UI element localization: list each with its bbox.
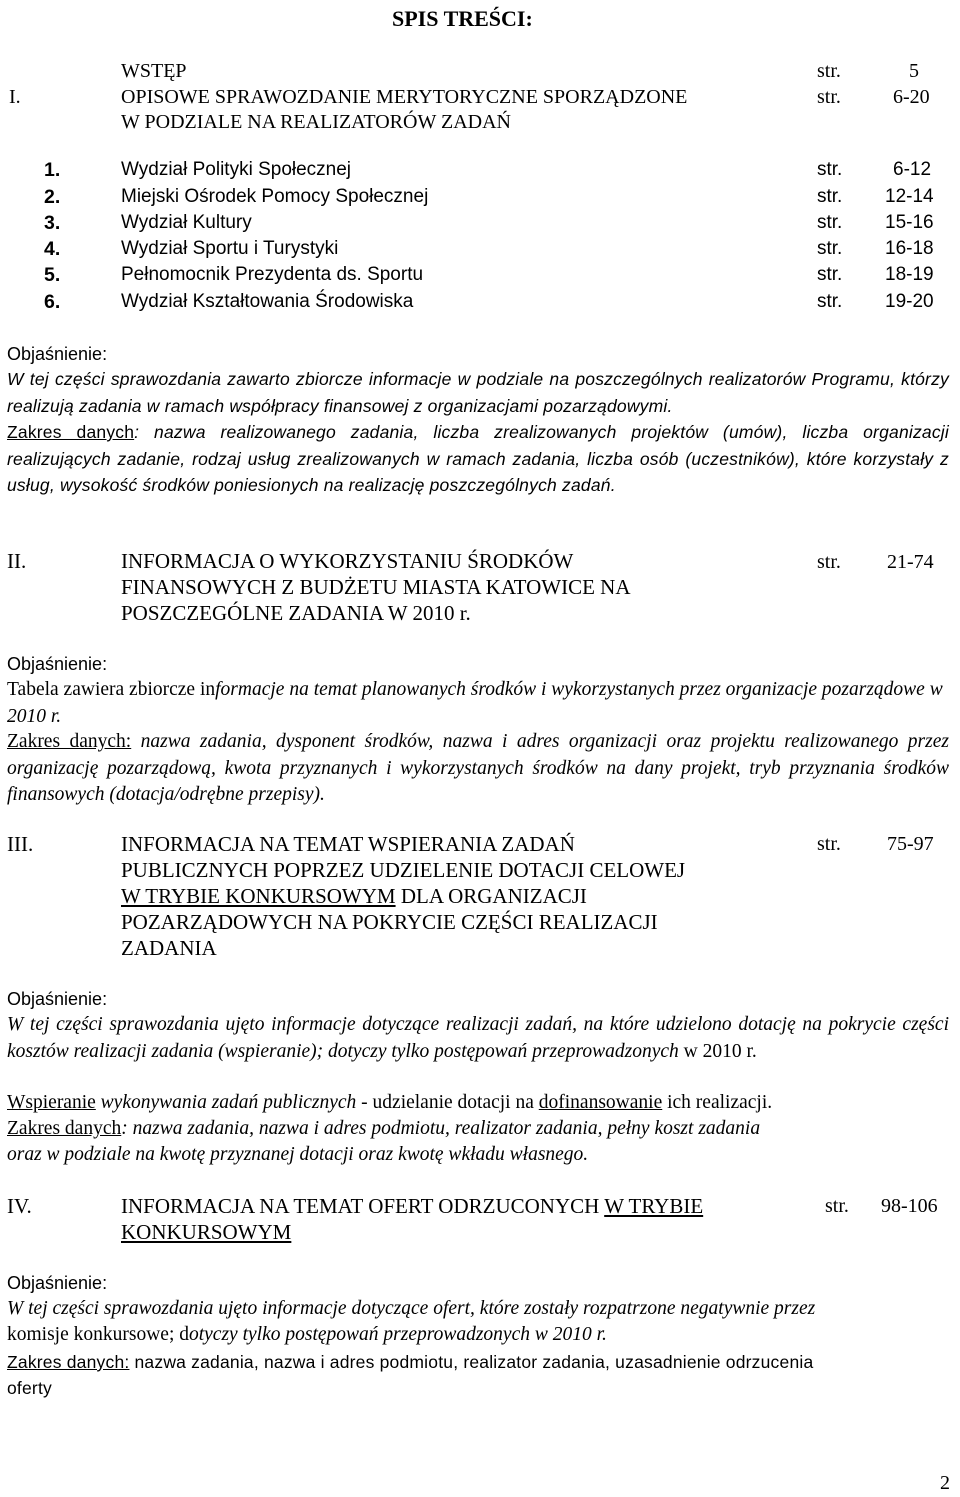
toc-item-label: Pełnomocnik Prezydenta ds. Sportu	[121, 264, 424, 285]
section-iii-scope-label: Zakres danych	[7, 1118, 122, 1139]
section-iv-scope	[7, 1349, 813, 1375]
section-iv-page: 98-106	[881, 1195, 938, 1217]
section-iii-line2: PUBLICZNYCH POPRZEZ UDZIELENIE DOTACJI CELOWEJ	[121, 858, 686, 882]
toc-item-page: 6-12	[893, 159, 932, 180]
section-iv-scope-line2: oferty	[7, 1378, 52, 1398]
section-iii-num: III.	[7, 832, 34, 856]
scope-label: Zakres danych	[7, 422, 135, 442]
section-iii-scope-line2: oraz w podziale na kwotę przyznanej dotacji oraz kwotę wkładu własnego.	[7, 1144, 589, 1165]
support-rest: - udzielanie dotacji na	[356, 1092, 539, 1113]
section-ii-line3: POSZCZEGÓLNE ZADANIA W 2010 r.	[121, 601, 471, 625]
toc-intro-label: WSTĘP	[121, 60, 187, 82]
section-iii-explanation-label: Objaśnienie:	[7, 989, 108, 1009]
toc-section-i-line2: W PODZIALE NA REALIZATORÓW ZADAŃ	[121, 111, 511, 133]
section-iv-line2: KONKURSOWYM	[121, 1220, 292, 1244]
section-iv-text-line2-a: komisje konkursowe; d	[7, 1324, 189, 1345]
section-iii-page: 75-97	[887, 833, 934, 855]
toc-section-i-line1: OPISOWE SPRAWOZDANIE MERYTORYCZNE SPORZĄDZONE	[121, 86, 688, 108]
toc-item-label: Wydział Sportu i Turystyki	[121, 238, 339, 259]
toc-item-page: 16-18	[885, 238, 934, 259]
toc-section-i-num: I.	[9, 86, 21, 108]
explanation-text	[7, 366, 949, 499]
toc-item-label: Wydział Polityki Społecznej	[121, 159, 352, 180]
section-iii-support	[7, 1090, 772, 1116]
toc-item-str: str.	[817, 291, 843, 312]
section-iii-line1: INFORMACJA NA TEMAT WSPIERANIA ZADAŃ	[121, 832, 575, 856]
section-ii-scope-label: Zakres danych:	[7, 731, 132, 752]
section-ii-str: str.	[817, 551, 841, 573]
support-italic: wykonywania zadań publicznych	[95, 1092, 357, 1113]
toc-item-number: 6.	[44, 291, 61, 313]
explanation-text-body: W tej części sprawozdania zawarto zbiorcze informacje w podziale na poszczególnych realizatorów Programu, którzy realizują zadania w ramach współpracy finansowej z organizacjami pozarządowymi.	[7, 369, 949, 416]
toc-item-number: 4.	[44, 238, 61, 260]
section-iii-text-a: W tej części sprawozdania ujęto informacje dotyczące realizacji zadań, na które udzielono dotację na pokrycie części kosztów realizacji zadania (wspieranie); dotyczy tylko postępowań przeprowadzonych	[7, 1014, 949, 1062]
section-ii-scope	[7, 729, 949, 809]
toc-item-page: 18-19	[885, 264, 934, 285]
section-ii-line1: INFORMACJA O WYKORZYSTANIU ŚRODKÓW	[121, 549, 574, 573]
section-iv-line1-underlined: W TRYBIE	[604, 1194, 704, 1218]
toc-item-number: 2.	[44, 186, 61, 208]
toc-section-i-str: str.	[817, 86, 841, 108]
section-ii-page: 21-74	[887, 551, 934, 573]
section-ii-line2: FINANSOWYCH Z BUDŻETU MIASTA KATOWICE NA	[121, 575, 631, 599]
toc-item-page: 12-14	[885, 186, 934, 207]
section-iv-line1-a: INFORMACJA NA TEMAT OFERT ODRZUCONYCH	[121, 1194, 605, 1218]
section-iv-text-line2-b: otyczy tylko postępowań przeprowadzonych w 2010 r.	[188, 1324, 607, 1345]
section-ii-text-b: formacje na temat planowanych środków i wykorzystanych przez organizacje pozarządowe w 2010 r.	[7, 679, 943, 727]
support-underlined-2: dofinansowanie	[538, 1092, 663, 1113]
section-iii-str: str.	[817, 833, 841, 855]
section-ii-explanation	[7, 677, 949, 730]
toc-item-number: 5.	[44, 264, 61, 286]
toc-item-number: 1.	[44, 159, 61, 181]
section-iv-scope-line1: nazwa zadania, nazwa i adres podmiotu, realizator zadania, uzasadnienie odrzucenia	[129, 1352, 814, 1372]
section-iv-str: str.	[825, 1195, 849, 1217]
page-number: 2	[940, 1472, 950, 1494]
section-iv-explanation-label: Objaśnienie:	[7, 1273, 108, 1293]
section-ii-text-a: Tabela zawiera zbiorcze in	[7, 679, 216, 700]
section-iii-text-b: w 2010 r.	[683, 1040, 757, 1062]
section-iii-line3-rest: DLA ORGANIZACJI	[395, 884, 587, 908]
section-iii-scope	[7, 1116, 760, 1142]
toc-item-str: str.	[817, 238, 843, 259]
toc-item-label: Wydział Kultury	[121, 212, 252, 233]
page-title: SPIS TREŚCI:	[392, 6, 533, 31]
support-end: ich realizacji.	[662, 1092, 773, 1113]
section-iv-line1	[121, 1193, 703, 1220]
toc-intro-page: 5	[909, 60, 919, 82]
section-ii-explanation-label: Objaśnienie:	[7, 654, 108, 674]
toc-item-number: 3.	[44, 212, 61, 234]
section-iv-scope-label: Zakres danych:	[7, 1352, 130, 1372]
toc-item-page: 15-16	[885, 212, 934, 233]
toc-item-label: Miejski Ośrodek Pomocy Społecznej	[121, 186, 429, 207]
section-iii-scope-line1: : nazwa zadania, nazwa i adres podmiotu, realizator zadania, pełny koszt zadania	[121, 1118, 761, 1139]
toc-item-str: str.	[817, 159, 843, 180]
scope-text: : nazwa realizowanego zadania, liczba zrealizowanych projektów (umów), liczba organizacji realizujących zadanie, rodzaj usług zrealizowanych w ramach zadania, liczba osób (uczestników), które korzystały z usług, wysokość środków poniesionych na realizację poszczególnych zadań.	[7, 422, 949, 495]
section-iii-explanation	[7, 1012, 949, 1065]
section-iv-text-line2	[7, 1322, 607, 1348]
section-iv-num: IV.	[7, 1194, 32, 1218]
section-iv-text-line1: W tej części sprawozdania ujęto informacje dotyczące ofert, które zostały rozpatrzone negatywnie przez	[7, 1298, 816, 1319]
toc-intro-str: str.	[817, 60, 841, 82]
section-iii-line3-underlined: W TRYBIE KONKURSOWYM	[121, 884, 396, 908]
section-iii-line5: ZADANIA	[121, 936, 217, 960]
toc-item-str: str.	[817, 212, 843, 233]
toc-item-str: str.	[817, 186, 843, 207]
support-underlined: Wspieranie	[7, 1092, 96, 1113]
section-ii-scope-text: nazwa zadania, dysponent środków, nazwa i adres organizacji oraz projektu realizowanego przez organizację pozarządową, kwota przyznanych i wykorzystanych środków na dany projekt, tryb przyznania środków finansowych (dotacja/odrębne przepisy).	[7, 731, 949, 805]
toc-item-page: 19-20	[885, 291, 934, 312]
explanation-label: Objaśnienie:	[7, 344, 108, 364]
section-ii-num: II.	[7, 549, 27, 573]
toc-item-str: str.	[817, 264, 843, 285]
toc-item-label: Wydział Kształtowania Środowiska	[121, 291, 414, 312]
section-iii-line3	[121, 883, 587, 910]
toc-section-i-page: 6-20	[893, 86, 930, 108]
section-iii-line4: POZARZĄDOWYCH NA POKRYCIE CZĘŚCI REALIZACJI	[121, 910, 658, 934]
